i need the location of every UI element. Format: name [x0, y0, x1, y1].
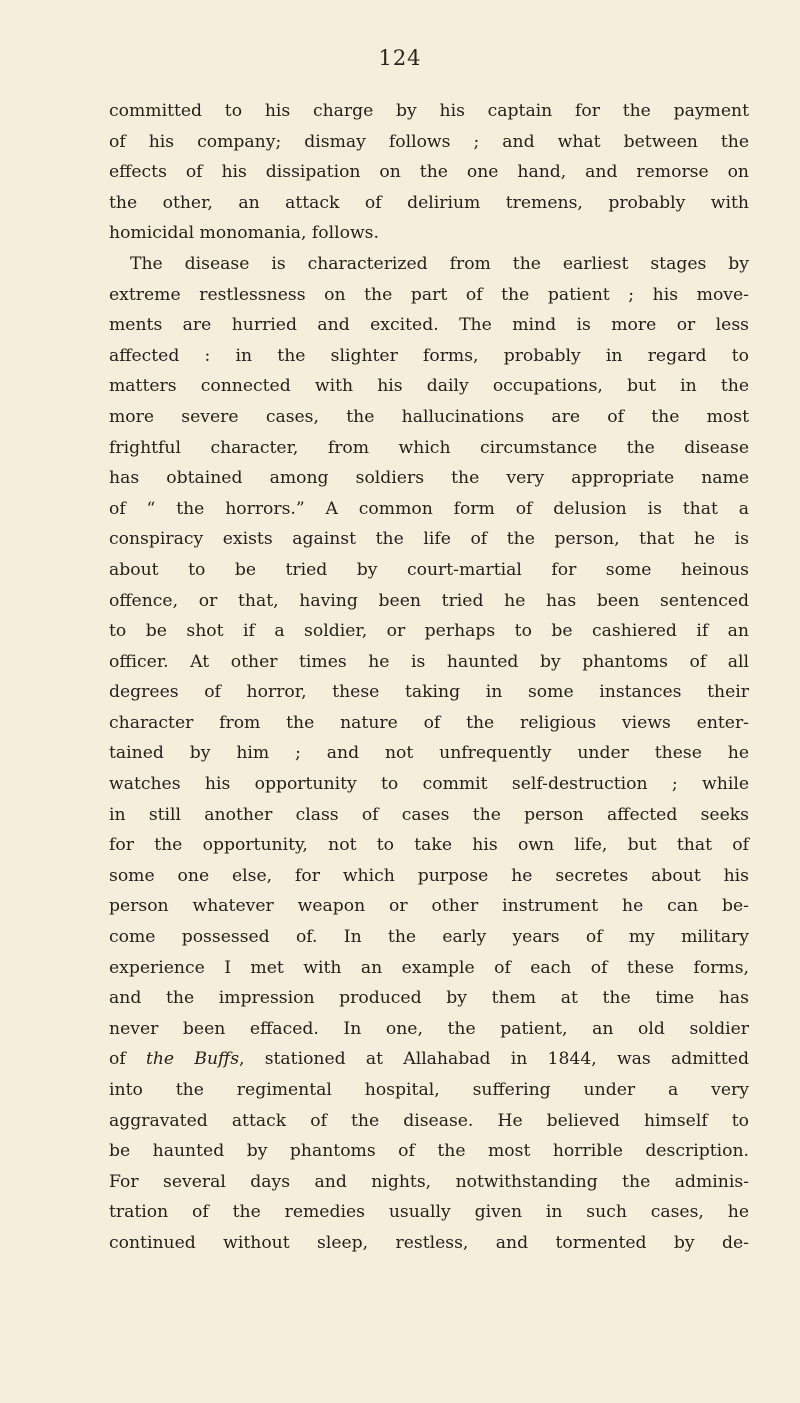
text-line: continued without sleep, restless, and tormented by de- [109, 1232, 749, 1253]
text-line: of his company; dismay follows ; and what between the [109, 131, 749, 152]
text-line: more severe cases, the hallucinations are of the most [109, 406, 749, 427]
text-line: the other, an attack of delirium tremens, probably with [109, 192, 749, 213]
text-line: degrees of horror, these taking in some instances their [109, 682, 749, 703]
text-line: extreme restlessness on the part of the patient ; his move- [109, 284, 749, 305]
text-line: aggravated attack of the disease. He believed himself to [109, 1110, 749, 1131]
text-line: The disease is characterized from the earliest stages by [130, 253, 749, 274]
text-line: some one else, for which purpose he secretes about his [109, 865, 749, 886]
text-line: homicidal monomania, follows. [109, 223, 379, 244]
text-line: of the Buffs, stationed at Allahabad in 1844, was admitted [109, 1049, 749, 1070]
text-line: tration of the remedies usually given in such cases, he [109, 1202, 749, 1223]
text-line: watches his opportunity to commit self-destruction ; while [109, 774, 749, 795]
body-text [109, 96, 749, 1259]
text-line: officer. At other times he is haunted by phantoms of all [109, 651, 749, 672]
text-line: has obtained among soldiers the very appropriate name [109, 468, 749, 489]
text-line: For several days and nights, notwithstanding the adminis- [109, 1171, 749, 1192]
text-line: never been effaced. In one, the patient, an old soldier [109, 1018, 749, 1039]
text-line: about to be tried by court-martial for some heinous [109, 559, 749, 580]
text-line: effects of his dissipation on the one hand, and remorse on [109, 162, 749, 183]
text-line: into the regimental hospital, suffering under a very [109, 1080, 749, 1100]
text-line: tained by him ; and not unfrequently under these he [109, 743, 749, 764]
text-line: offence, or that, having been tried he has been sentenced [109, 590, 749, 611]
italic-regiment-name: the Buffs [145, 1049, 240, 1070]
text-line: affected : in the slighter forms, probably in regard to [109, 345, 749, 366]
text-line: and the impression produced by them at the time has [109, 988, 749, 1009]
text-line: committed to his charge by his captain for the payment [109, 101, 749, 121]
page-number: 124 [378, 46, 422, 70]
text-line: come possessed of. In the early years of my military [109, 927, 749, 948]
text-line: ments are hurried and excited. The mind is more or less [109, 315, 749, 336]
text-line: in still another class of cases the person affected seeks [109, 804, 749, 825]
text-line: for the opportunity, not to take his own life, but that of [109, 835, 749, 856]
text-line: to be shot if a soldier, or perhaps to be cashiered if an [109, 621, 749, 642]
text-line: person whatever weapon or other instrument he can be- [109, 896, 749, 917]
text-line: conspiracy exists against the life of the person, that he is [109, 529, 749, 550]
text-line: frightful character, from which circumstance the disease [109, 437, 749, 458]
text-line: matters connected with his daily occupations, but in the [109, 376, 749, 397]
text-line: be haunted by phantoms of the most horrible description. [109, 1141, 749, 1162]
text-line: experience I met with an example of each of these forms, [109, 957, 749, 978]
text-line: of “ the horrors.” A common form of delusion is that a [109, 498, 749, 519]
text-line: character from the nature of the religious views enter- [109, 712, 749, 733]
